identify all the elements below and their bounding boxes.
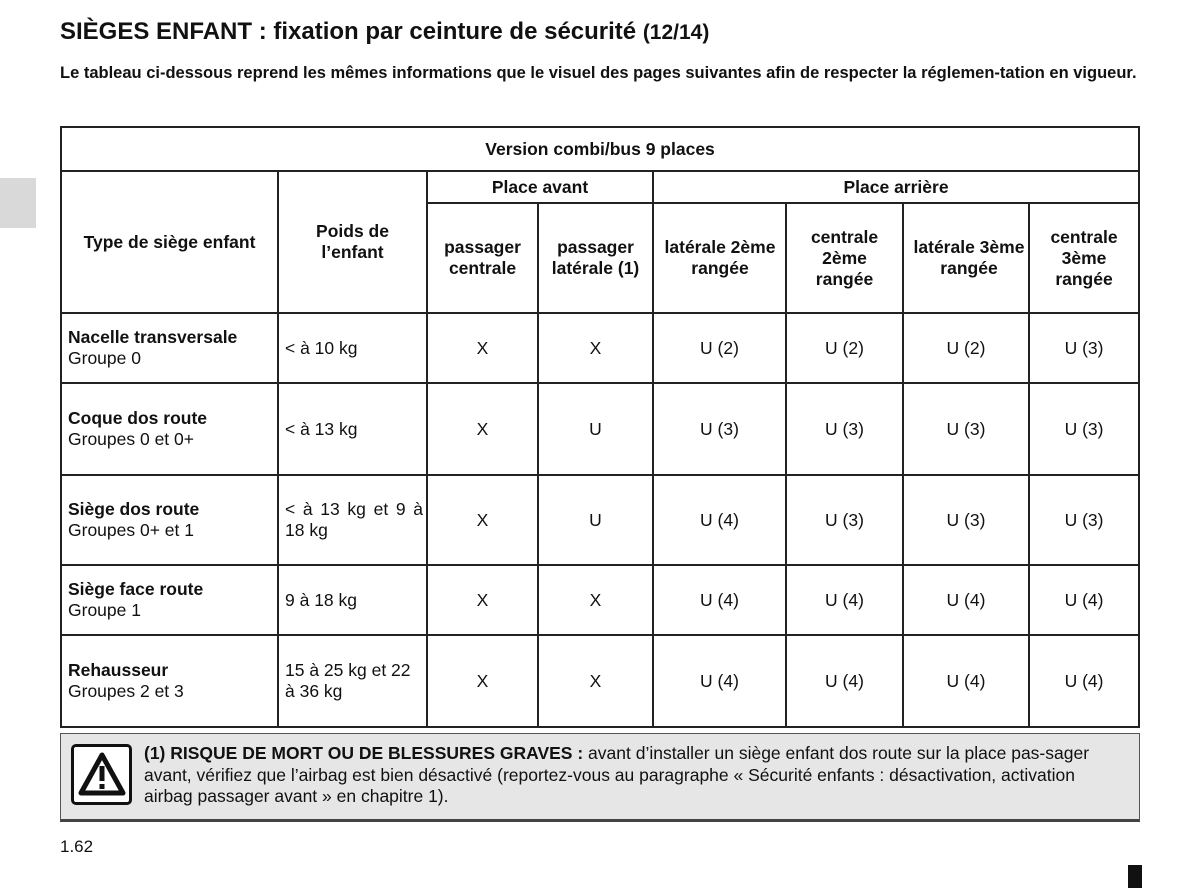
column-header-seat: centrale 2ème rangée xyxy=(786,203,903,313)
value-cell: U (4) xyxy=(653,475,786,565)
warning-box xyxy=(60,733,1140,822)
column-header-seat: passager centrale xyxy=(427,203,538,313)
seat-type-group: Groupes 2 et 3 xyxy=(68,681,184,701)
seat-type-group: Groupes 0 et 0+ xyxy=(68,429,194,449)
value-cell: X xyxy=(538,313,653,383)
seat-type-name: Coque dos route xyxy=(68,408,208,428)
seat-type-name: Siège face route xyxy=(68,579,204,599)
value-cell: U (4) xyxy=(903,565,1029,635)
page-title xyxy=(60,18,709,46)
seat-type-name: Rehausseur xyxy=(68,660,169,680)
table-row xyxy=(61,313,1139,383)
value-cell: U (2) xyxy=(903,313,1029,383)
value-cell: U (4) xyxy=(903,635,1029,727)
value-cell: X xyxy=(538,635,653,727)
value-cell: U (3) xyxy=(1029,383,1139,475)
child-seat-table xyxy=(60,126,1140,728)
value-cell: X xyxy=(427,383,538,475)
warning-heading: (1) RISQUE DE MORT OU DE BLESSURES GRAVES : xyxy=(144,743,584,763)
group-header-front: Place avant xyxy=(427,171,653,203)
weight-cell: < à 13 kg xyxy=(278,383,427,475)
value-cell: U (3) xyxy=(903,383,1029,475)
seat-type-group: Groupe 1 xyxy=(68,600,141,620)
seat-type-cell xyxy=(61,313,278,383)
value-cell: U (4) xyxy=(1029,565,1139,635)
title-page-count: (12/14) xyxy=(642,21,710,44)
value-cell: X xyxy=(538,565,653,635)
value-cell: U (3) xyxy=(653,383,786,475)
title-text: SIÈGES ENFANT : fixation par ceinture de sécurité xyxy=(60,18,637,45)
value-cell: U (4) xyxy=(653,635,786,727)
value-cell: U (2) xyxy=(653,313,786,383)
column-header-seat: passager latérale (1) xyxy=(538,203,653,313)
intro-paragraph: Le tableau ci-dessous reprend les mêmes informations que le visuel des pages suivantes afin de respecter la réglemen-tation en vigueur. xyxy=(60,64,1137,82)
value-cell: U (3) xyxy=(786,475,903,565)
table-row xyxy=(61,565,1139,635)
column-header-weight: Poids de l’enfant xyxy=(278,171,427,313)
table-group-row xyxy=(61,171,1139,203)
page-corner-mark xyxy=(1128,865,1142,888)
value-cell: U (3) xyxy=(1029,313,1139,383)
value-cell: U (4) xyxy=(786,635,903,727)
value-cell: U xyxy=(538,475,653,565)
seat-type-cell xyxy=(61,475,278,565)
seat-type-cell xyxy=(61,565,278,635)
value-cell: U (4) xyxy=(786,565,903,635)
seat-type-name: Nacelle transversale xyxy=(68,327,238,347)
value-cell: U (4) xyxy=(1029,635,1139,727)
value-cell: X xyxy=(427,565,538,635)
table-version-row xyxy=(61,127,1139,171)
value-cell: U (3) xyxy=(1029,475,1139,565)
value-cell: U (3) xyxy=(903,475,1029,565)
warning-body: avant d’installer un siège enfant dos route sur la place pas-sager avant, vérifiez que l’airbag est bien désactivé (reportez-vous au paragraphe « Sécurité enfants : désactivation, activation airbag passager avant » en chapitre 1). xyxy=(144,743,1090,806)
warning-triangle-icon xyxy=(71,744,132,805)
column-header-seat: centrale 3ème rangée xyxy=(1029,203,1139,313)
seat-type-cell xyxy=(61,635,278,727)
seat-type-name: Siège dos route xyxy=(68,499,200,519)
seat-type-cell xyxy=(61,383,278,475)
warning-text xyxy=(144,743,1128,808)
table-row xyxy=(61,383,1139,475)
column-header-seat: latérale 2ème rangée xyxy=(653,203,786,313)
weight-cell: < à 13 kg et 9 à 18 kg xyxy=(278,475,427,565)
seat-type-group: Groupes 0+ et 1 xyxy=(68,520,194,540)
column-header-seat: latérale 3ème rangée xyxy=(903,203,1029,313)
seat-type-group: Groupe 0 xyxy=(68,348,141,368)
weight-cell: < à 10 kg xyxy=(278,313,427,383)
version-header: Version combi/bus 9 places xyxy=(61,127,1139,171)
weight-cell: 9 à 18 kg xyxy=(278,565,427,635)
chapter-side-tab xyxy=(0,178,36,228)
value-cell: X xyxy=(427,313,538,383)
value-cell: U (4) xyxy=(653,565,786,635)
value-cell: U xyxy=(538,383,653,475)
value-cell: U (3) xyxy=(786,383,903,475)
page-number: 1.62 xyxy=(60,837,94,856)
table-row xyxy=(61,475,1139,565)
column-header-type: Type de siège enfant xyxy=(61,171,278,313)
value-cell: X xyxy=(427,475,538,565)
value-cell: X xyxy=(427,635,538,727)
value-cell: U (2) xyxy=(786,313,903,383)
weight-cell: 15 à 25 kg et 22 à 36 kg xyxy=(278,635,427,727)
table-row xyxy=(61,635,1139,727)
group-header-rear: Place arrière xyxy=(653,171,1139,203)
